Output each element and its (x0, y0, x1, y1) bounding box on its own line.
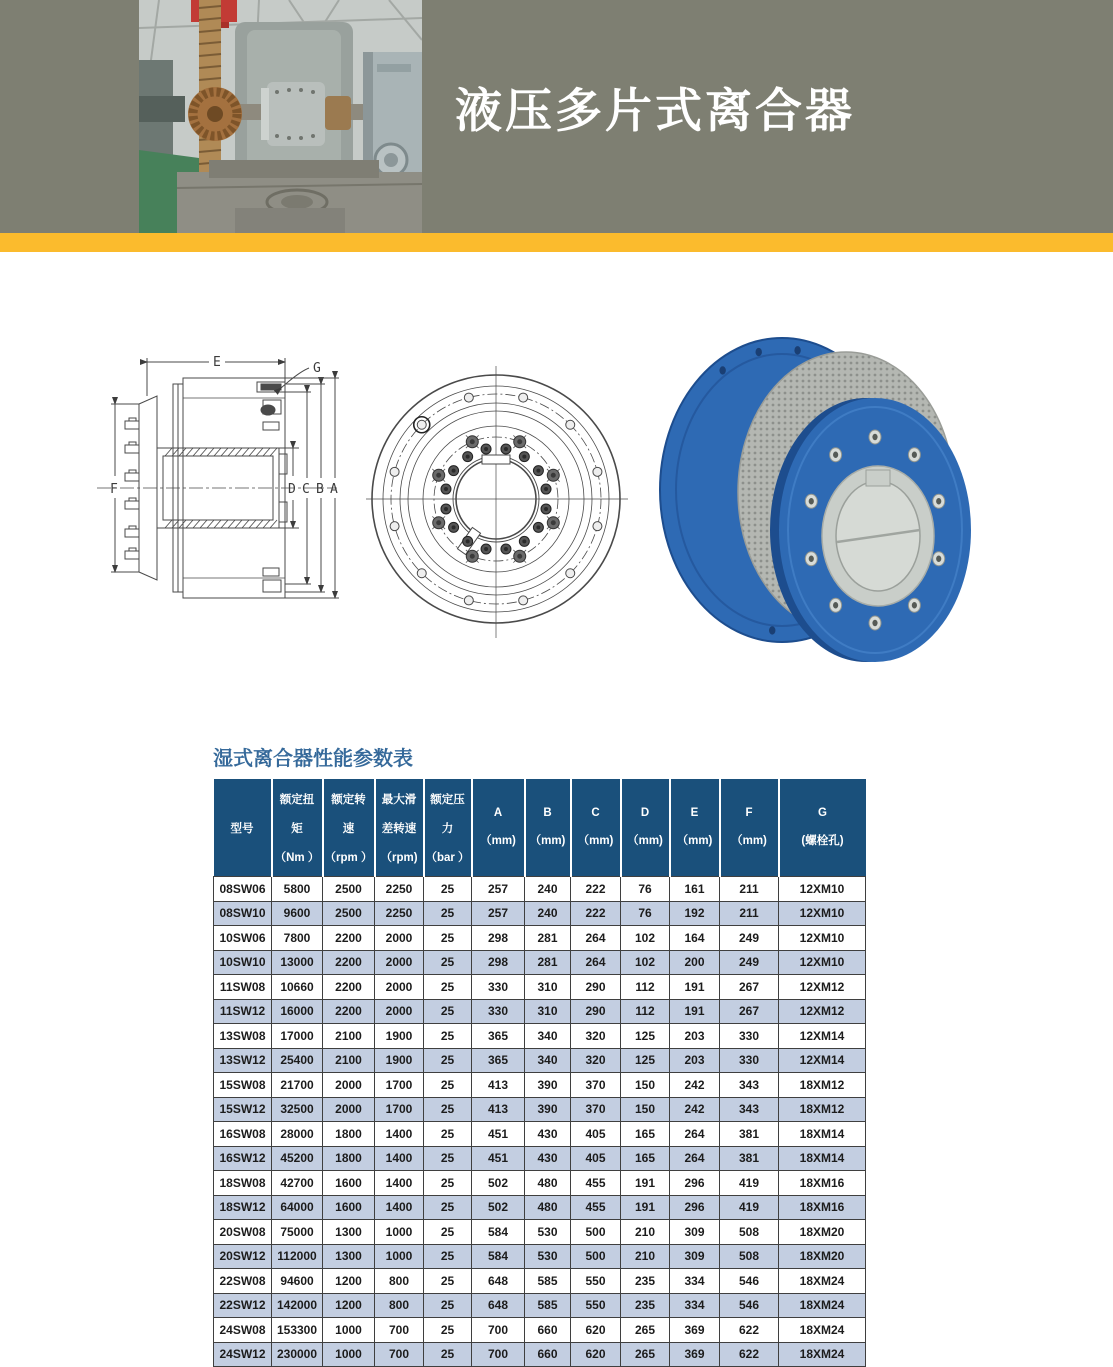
table-row (214, 1269, 866, 1294)
table-cell: 500 (571, 1220, 621, 1245)
table-cell: 24SW12 (214, 1342, 272, 1367)
table-cell: 102 (621, 926, 670, 951)
table-cell: 309 (670, 1220, 720, 1245)
table-cell: 2250 (375, 877, 424, 902)
table-cell: 340 (525, 1024, 571, 1049)
table-cell: 240 (525, 901, 571, 926)
table-cell: 1000 (323, 1342, 375, 1367)
table-cell: 264 (571, 926, 621, 951)
table-cell: 10660 (272, 975, 323, 1000)
table-cell: 142000 (272, 1293, 323, 1318)
table-cell: 20SW12 (214, 1244, 272, 1269)
table-cell: 191 (621, 1195, 670, 1220)
accent-bar (0, 233, 1113, 252)
keyway (866, 470, 890, 486)
table-cell: 165 (621, 1122, 670, 1147)
table-cell: 800 (375, 1269, 424, 1294)
table-cell: 320 (571, 1048, 621, 1073)
table-cell: 584 (472, 1244, 525, 1269)
table-cell: 11SW08 (214, 975, 272, 1000)
table-cell: 76 (621, 901, 670, 926)
table-row (214, 1024, 866, 1049)
table-cell: 508 (720, 1244, 779, 1269)
table-cell: 22SW08 (214, 1269, 272, 1294)
table-cell: 21700 (272, 1073, 323, 1098)
table-cell: 310 (525, 999, 571, 1024)
clutch-assembly (261, 82, 325, 146)
table-cell: 25 (424, 975, 472, 1000)
table-cell: 1200 (323, 1269, 375, 1294)
table-cell: 18XM14 (779, 1146, 866, 1171)
table-cell: 222 (571, 877, 621, 902)
table-cell: 13SW12 (214, 1048, 272, 1073)
table-row (214, 975, 866, 1000)
table-cell: 12XM10 (779, 877, 866, 902)
table-cell: 12XM10 (779, 926, 866, 951)
table-cell: 112 (621, 975, 670, 1000)
table-cell: 2000 (323, 1073, 375, 1098)
table-cell: 200 (670, 950, 720, 975)
table-cell: 25 (424, 1146, 472, 1171)
table-cell: 15SW12 (214, 1097, 272, 1122)
table-cell: 210 (621, 1244, 670, 1269)
table-cell: 125 (621, 1048, 670, 1073)
table-cell: 25 (424, 1024, 472, 1049)
table-cell: 25 (424, 1097, 472, 1122)
table-cell: 343 (720, 1073, 779, 1098)
table-cell: 369 (670, 1318, 720, 1343)
column-header-9: E （mm) (670, 779, 720, 877)
table-cell: 153300 (272, 1318, 323, 1343)
table-cell: 94600 (272, 1269, 323, 1294)
table-cell: 550 (571, 1269, 621, 1294)
table-cell: 1800 (323, 1146, 375, 1171)
column-header-1: 额定扭 矩 （Nm ） (272, 779, 323, 877)
table-cell: 369 (670, 1342, 720, 1367)
table-cell: 2100 (323, 1048, 375, 1073)
table-cell: 25400 (272, 1048, 323, 1073)
table-cell: 546 (720, 1293, 779, 1318)
table-cell: 265 (621, 1318, 670, 1343)
table-cell: 75000 (272, 1220, 323, 1245)
table-cell: 340 (525, 1048, 571, 1073)
table-cell: 660 (525, 1342, 571, 1367)
table-cell: 22SW12 (214, 1293, 272, 1318)
table-cell: 660 (525, 1318, 571, 1343)
table-row (214, 877, 866, 902)
table-cell: 648 (472, 1293, 525, 1318)
table-cell: 480 (525, 1171, 571, 1196)
column-header-10: F （mm) (720, 779, 779, 877)
table-cell: 2200 (323, 999, 375, 1024)
table-cell: 25 (424, 1293, 472, 1318)
table-cell: 2200 (323, 926, 375, 951)
table-cell: 18SW08 (214, 1171, 272, 1196)
table-cell: 290 (571, 999, 621, 1024)
dim-label-E: E (213, 355, 221, 370)
table-cell: 1900 (375, 1024, 424, 1049)
table-cell: 1700 (375, 1097, 424, 1122)
table-cell: 1300 (323, 1220, 375, 1245)
table-cell: 2500 (323, 901, 375, 926)
table-cell: 10SW10 (214, 950, 272, 975)
table-cell: 480 (525, 1195, 571, 1220)
table-cell: 365 (472, 1024, 525, 1049)
table-cell: 330 (720, 1024, 779, 1049)
table-row (214, 1048, 866, 1073)
table-cell: 16SW08 (214, 1122, 272, 1147)
table-cell: 430 (525, 1146, 571, 1171)
table-cell: 161 (670, 877, 720, 902)
table-row (214, 1122, 866, 1147)
table-cell: 13000 (272, 950, 323, 975)
table-cell: 25 (424, 1269, 472, 1294)
table-cell: 620 (571, 1318, 621, 1343)
table-cell: 5800 (272, 877, 323, 902)
clutch-installation-photo (139, 0, 422, 233)
table-header (214, 779, 866, 877)
table-cell: 45200 (272, 1146, 323, 1171)
table-cell: 1300 (323, 1244, 375, 1269)
table-cell: 192 (670, 901, 720, 926)
table-row (214, 950, 866, 975)
table-cell: 191 (670, 999, 720, 1024)
table-cell: 2500 (323, 877, 375, 902)
table-cell: 9600 (272, 901, 323, 926)
table-row (214, 1220, 866, 1245)
table-cell: 12XM14 (779, 1024, 866, 1049)
table-cell: 1000 (375, 1244, 424, 1269)
table-cell: 25 (424, 1318, 472, 1343)
table-cell: 419 (720, 1195, 779, 1220)
table-row (214, 1097, 866, 1122)
table-cell: 290 (571, 975, 621, 1000)
table-cell: 267 (720, 975, 779, 1000)
table-cell: 343 (720, 1097, 779, 1122)
table-cell: 191 (621, 1171, 670, 1196)
column-header-11: G (螺栓孔) (779, 779, 866, 877)
table-cell: 264 (670, 1146, 720, 1171)
table-cell: 405 (571, 1122, 621, 1147)
table-cell: 455 (571, 1195, 621, 1220)
photo-illustration (139, 0, 422, 233)
table-cell: 370 (571, 1097, 621, 1122)
page-header (0, 0, 1113, 233)
table-cell: 25 (424, 926, 472, 951)
table-cell: 18XM24 (779, 1269, 866, 1294)
table-cell: 413 (472, 1097, 525, 1122)
table-cell: 240 (525, 877, 571, 902)
table-cell: 76 (621, 877, 670, 902)
table-cell: 18XM24 (779, 1293, 866, 1318)
table-cell: 222 (571, 901, 621, 926)
table-cell: 330 (720, 1048, 779, 1073)
column-header-0: 型号 (214, 779, 272, 877)
table-row (214, 926, 866, 951)
table-cell: 211 (720, 901, 779, 926)
table-cell: 1600 (323, 1171, 375, 1196)
table-cell: 25 (424, 1122, 472, 1147)
table-cell: 700 (472, 1342, 525, 1367)
table-cell: 530 (525, 1244, 571, 1269)
table-cell: 112 (621, 999, 670, 1024)
table-cell: 25 (424, 1195, 472, 1220)
table-cell: 25 (424, 1342, 472, 1367)
table-cell: 235 (621, 1293, 670, 1318)
column-header-4: 额定压 力 （bar ） (424, 779, 472, 877)
table-cell: 16000 (272, 999, 323, 1024)
table-cell: 18XM14 (779, 1122, 866, 1147)
table-cell: 257 (472, 901, 525, 926)
table-cell: 413 (472, 1073, 525, 1098)
table-cell: 28000 (272, 1122, 323, 1147)
table-cell: 13SW08 (214, 1024, 272, 1049)
front-view-drawing (366, 360, 628, 642)
table-cell: 165 (621, 1146, 670, 1171)
table-cell: 11SW12 (214, 999, 272, 1024)
table-cell: 2000 (323, 1097, 375, 1122)
table-cell: 18XM16 (779, 1195, 866, 1220)
table-cell: 700 (472, 1318, 525, 1343)
table-cell: 502 (472, 1171, 525, 1196)
table-cell: 1400 (375, 1171, 424, 1196)
table-cell: 334 (670, 1293, 720, 1318)
table-cell: 25 (424, 1244, 472, 1269)
table-cell: 16SW12 (214, 1146, 272, 1171)
table-cell: 1000 (375, 1220, 424, 1245)
table-cell: 32500 (272, 1097, 323, 1122)
table-row (214, 901, 866, 926)
table-cell: 648 (472, 1269, 525, 1294)
table-cell: 18XM24 (779, 1342, 866, 1367)
table-cell: 25 (424, 1073, 472, 1098)
table-cell: 7800 (272, 926, 323, 951)
column-header-8: D （mm) (621, 779, 670, 877)
table-cell: 550 (571, 1293, 621, 1318)
table-cell: 08SW10 (214, 901, 272, 926)
table-cell: 1000 (323, 1318, 375, 1343)
table-cell: 203 (670, 1048, 720, 1073)
table-cell: 390 (525, 1073, 571, 1098)
table-cell: 1600 (323, 1195, 375, 1220)
table-cell: 310 (525, 975, 571, 1000)
table-cell: 2200 (323, 950, 375, 975)
table-cell: 546 (720, 1269, 779, 1294)
table-cell: 2200 (323, 975, 375, 1000)
dim-label-B: B (316, 482, 324, 497)
table-cell: 2000 (375, 926, 424, 951)
table-cell: 281 (525, 926, 571, 951)
column-header-2: 额定转 速 （rpm ） (323, 779, 375, 877)
table-cell: 1800 (323, 1122, 375, 1147)
table-cell: 17000 (272, 1024, 323, 1049)
table-cell: 264 (571, 950, 621, 975)
side-view-drawing (85, 336, 350, 641)
table-cell: 191 (670, 975, 720, 1000)
table-cell: 25 (424, 1220, 472, 1245)
table-cell: 309 (670, 1244, 720, 1269)
table-cell: 330 (472, 975, 525, 1000)
table-cell: 2000 (375, 950, 424, 975)
parameters-table (213, 779, 866, 1367)
table-row (214, 1244, 866, 1269)
table-cell: 267 (720, 999, 779, 1024)
table-cell: 370 (571, 1073, 621, 1098)
table-cell: 25 (424, 1171, 472, 1196)
column-header-3: 最大滑 差转速 （rpm) (375, 779, 424, 877)
table-cell: 08SW06 (214, 877, 272, 902)
table-cell: 25 (424, 901, 472, 926)
table-cell: 500 (571, 1244, 621, 1269)
table-cell: 210 (621, 1220, 670, 1245)
table-cell: 2000 (375, 975, 424, 1000)
table-cell: 2000 (375, 999, 424, 1024)
clutch-3d-render (650, 330, 992, 672)
dim-label-G: G (313, 361, 321, 376)
table-cell: 1400 (375, 1146, 424, 1171)
table-cell: 10SW06 (214, 926, 272, 951)
table-cell: 64000 (272, 1195, 323, 1220)
column-header-5: A （mm) (472, 779, 525, 877)
table-cell: 622 (720, 1342, 779, 1367)
table-body (214, 877, 866, 1367)
table-cell: 381 (720, 1122, 779, 1147)
table-cell: 800 (375, 1293, 424, 1318)
column-header-6: B （mm) (525, 779, 571, 877)
table-cell: 18XM16 (779, 1171, 866, 1196)
table-cell: 230000 (272, 1342, 323, 1367)
table-cell: 502 (472, 1195, 525, 1220)
table-cell: 430 (525, 1122, 571, 1147)
table-row (214, 1293, 866, 1318)
table-cell: 18XM20 (779, 1220, 866, 1245)
table-row (214, 1146, 866, 1171)
table-cell: 2250 (375, 901, 424, 926)
table-cell: 203 (670, 1024, 720, 1049)
table-row (214, 999, 866, 1024)
table-cell: 451 (472, 1122, 525, 1147)
column-header-7: C （mm) (571, 779, 621, 877)
table-cell: 12XM12 (779, 975, 866, 1000)
table-cell: 1400 (375, 1122, 424, 1147)
table-cell: 281 (525, 950, 571, 975)
table-cell: 12XM10 (779, 950, 866, 975)
dim-label-C: C (302, 482, 310, 497)
table-cell: 365 (472, 1048, 525, 1073)
table-cell: 150 (621, 1073, 670, 1098)
table-cell: 25 (424, 877, 472, 902)
dim-label-D: D (288, 482, 296, 497)
table-cell: 150 (621, 1097, 670, 1122)
table-cell: 334 (670, 1269, 720, 1294)
table-cell: 298 (472, 926, 525, 951)
table-cell: 451 (472, 1146, 525, 1171)
table-cell: 25 (424, 950, 472, 975)
table-cell: 530 (525, 1220, 571, 1245)
table-cell: 242 (670, 1097, 720, 1122)
table-cell: 25 (424, 999, 472, 1024)
table-cell: 508 (720, 1220, 779, 1245)
table-cell: 1700 (375, 1073, 424, 1098)
table-cell: 25 (424, 1048, 472, 1073)
table-cell: 1900 (375, 1048, 424, 1073)
table-cell: 211 (720, 877, 779, 902)
table-cell: 320 (571, 1024, 621, 1049)
table-cell: 12XM14 (779, 1048, 866, 1073)
table-cell: 296 (670, 1171, 720, 1196)
table-cell: 330 (472, 999, 525, 1024)
table-cell: 1200 (323, 1293, 375, 1318)
table-cell: 12XM10 (779, 901, 866, 926)
table-cell: 700 (375, 1342, 424, 1367)
table-cell: 18XM24 (779, 1318, 866, 1343)
table-cell: 18XM12 (779, 1097, 866, 1122)
table-cell: 102 (621, 950, 670, 975)
table-cell: 264 (670, 1122, 720, 1147)
table-cell: 235 (621, 1269, 670, 1294)
dim-label-F: F (110, 482, 118, 497)
table-cell: 20SW08 (214, 1220, 272, 1245)
dim-label-A: A (330, 482, 338, 497)
table-cell: 164 (670, 926, 720, 951)
table-cell: 405 (571, 1146, 621, 1171)
table-cell: 296 (670, 1195, 720, 1220)
page-title: 液压多片式离合器 (455, 84, 855, 137)
table-cell: 18XM20 (779, 1244, 866, 1269)
table-cell: 15SW08 (214, 1073, 272, 1098)
table-cell: 112000 (272, 1244, 323, 1269)
table-cell: 265 (621, 1342, 670, 1367)
table-row (214, 1073, 866, 1098)
table-row (214, 1171, 866, 1196)
table-cell: 249 (720, 926, 779, 951)
table-cell: 419 (720, 1171, 779, 1196)
table-title: 湿式离合器性能参数表 (213, 748, 413, 770)
table-cell: 455 (571, 1171, 621, 1196)
table-cell: 700 (375, 1318, 424, 1343)
table-cell: 125 (621, 1024, 670, 1049)
table-cell: 298 (472, 950, 525, 975)
table-cell: 257 (472, 877, 525, 902)
table-cell: 249 (720, 950, 779, 975)
table-cell: 585 (525, 1293, 571, 1318)
table-cell: 18XM12 (779, 1073, 866, 1098)
table-row (214, 1342, 866, 1367)
table-cell: 1400 (375, 1195, 424, 1220)
table-cell: 12XM12 (779, 999, 866, 1024)
table-cell: 390 (525, 1097, 571, 1122)
table-cell: 18SW12 (214, 1195, 272, 1220)
table-cell: 42700 (272, 1171, 323, 1196)
table-cell: 24SW08 (214, 1318, 272, 1343)
table-cell: 622 (720, 1318, 779, 1343)
table-cell: 585 (525, 1269, 571, 1294)
table-cell: 584 (472, 1220, 525, 1245)
table-cell: 381 (720, 1146, 779, 1171)
table-row (214, 1318, 866, 1343)
table-cell: 242 (670, 1073, 720, 1098)
table-cell: 2100 (323, 1024, 375, 1049)
table-cell: 620 (571, 1342, 621, 1367)
table-row (214, 1195, 866, 1220)
